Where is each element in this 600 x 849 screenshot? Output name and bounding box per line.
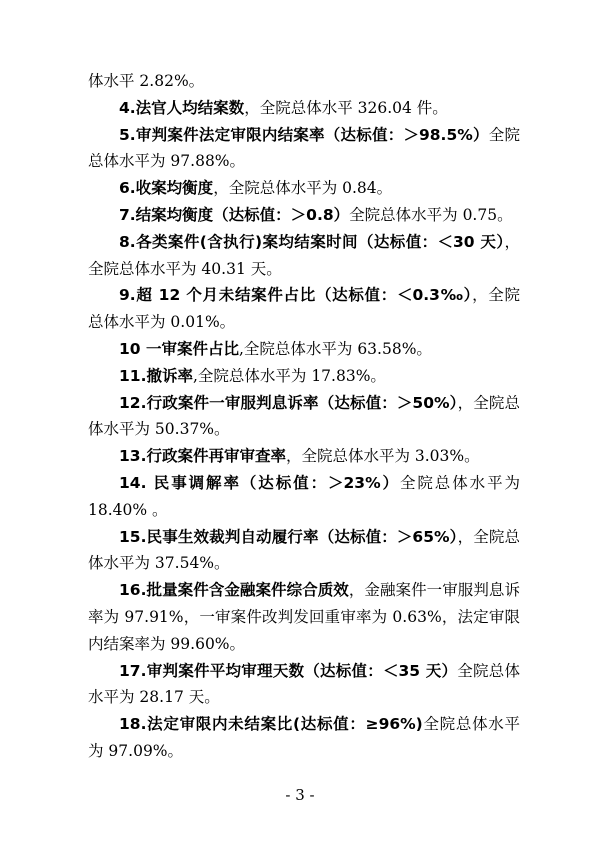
item-heading: 15.民事生效裁判自动履行率（达标值：＞65%）	[119, 527, 458, 546]
item-heading: 8.各类案件(含执行)案均结案时间（达标值：＜30 天）	[119, 232, 505, 251]
item-heading: 12.行政案件一审服判息诉率（达标值：＞50%）	[119, 393, 458, 412]
paragraph-item-7	[88, 202, 520, 229]
item-text: ，全院总体水平为 0.01%。	[88, 286, 520, 332]
item-heading: 10 一审案件占比	[119, 339, 239, 358]
item-text: ，全院总体水平 326.04 件。	[244, 98, 448, 117]
paragraph-item-16	[88, 577, 520, 657]
item-text: 全院总体水平为 97.09%。	[88, 715, 520, 760]
paragraph-item-14	[88, 470, 520, 524]
page-number: - 3 -	[285, 786, 315, 804]
item-heading: 7.结案均衡度（达标值：＞0.8）	[119, 205, 350, 224]
item-text: ,全院总体水平为 63.58%。	[238, 339, 432, 358]
paragraph-item-10	[88, 336, 520, 363]
paragraph-item-18	[88, 711, 520, 765]
paragraph-item-11	[88, 363, 520, 390]
item-text: ，全院总体水平为 50.37%。	[88, 393, 520, 439]
paragraph-item-15	[88, 524, 520, 578]
item-text: 全院总体水平为 18.40% 。	[88, 473, 520, 519]
item-text: ，全院总体水平为 0.84。	[213, 179, 393, 198]
paragraph-item-13	[88, 443, 520, 470]
item-heading: 13.行政案件再审审查率	[119, 447, 286, 466]
paragraph-item-8	[88, 229, 520, 283]
item-text: ，金融案件一审服判息诉率为 97.91%，一审案件改判发回重审率为 0.63%，法定审限内结案率为 99.60%。	[88, 581, 520, 653]
item-text: 全院总体水平为 97.88%。	[88, 125, 520, 171]
item-heading: 9.超 12 个月未结案件占比（达标值：＜0.3‰）	[119, 286, 473, 305]
document-body	[88, 68, 520, 765]
item-heading: 6.收案均衡度	[119, 179, 214, 198]
item-text: ，全院总体水平为 37.54%。	[88, 527, 520, 573]
item-text: 全院总体水平为 0.75。	[349, 205, 513, 224]
item-heading: 11.撤诉率	[119, 366, 193, 385]
item-heading: 5.审判案件法定审限内结案率（达标值：＞98.5%）	[119, 125, 489, 144]
item-text: ，全院总体水平为 40.31 天。	[88, 232, 520, 278]
paragraph-item-17	[88, 658, 520, 712]
item-text: ，全院总体水平为 3.03%。	[285, 447, 480, 466]
item-text: ,全院总体水平为 17.83%。	[192, 366, 386, 385]
paragraph-item-12	[88, 390, 520, 444]
paragraph-item-4	[88, 95, 520, 122]
paragraph-item-6	[88, 175, 520, 202]
item-heading: 14. 民事调解率（达标值：＞23%）	[119, 473, 400, 492]
item-heading: 17.审判案件平均审理天数（达标值：＜35 天）	[119, 661, 458, 680]
item-heading: 4.法官人均结案数	[119, 98, 245, 117]
paragraph-item-9	[88, 282, 520, 336]
item-heading: 16.批量案件含金融案件综合质效	[119, 581, 349, 600]
item-heading: 18.法定审限内未结案比(达标值：≥96%)	[119, 715, 423, 734]
paragraph-continuation: 体水平 2.82%。	[88, 72, 205, 90]
item-text: 全院总体水平为 28.17 天。	[88, 661, 520, 707]
paragraph-item-5	[88, 122, 520, 176]
